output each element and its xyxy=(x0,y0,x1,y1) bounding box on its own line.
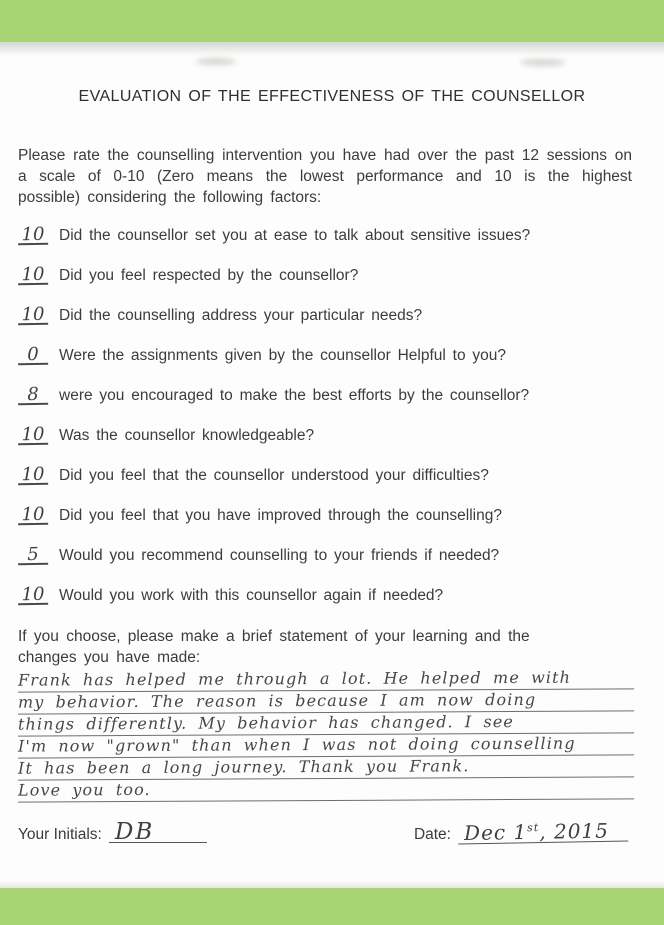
question-row xyxy=(18,583,640,607)
question-row xyxy=(18,463,640,487)
question-text: Did the counsellor set you at ease to talk about sensitive issues? xyxy=(59,227,531,244)
question-text: Was the counsellor knowledgeable? xyxy=(59,427,315,444)
form-paper xyxy=(0,42,664,888)
form-footer xyxy=(18,818,628,844)
question-row xyxy=(18,303,640,327)
scan-smudge xyxy=(520,59,566,66)
question-text: Would you recommend counselling to your friends if needed? xyxy=(59,547,500,564)
initials-label: Your Initials: xyxy=(18,825,102,843)
statement-prompt-line2: changes you have made: xyxy=(18,649,201,666)
statement-line: Frank has helped me through a lot. He helped me with xyxy=(18,667,634,692)
paper-top-shadow xyxy=(0,42,664,56)
question-list xyxy=(18,223,640,607)
statement-prompt xyxy=(18,626,640,668)
question-row xyxy=(18,503,640,527)
question-row xyxy=(18,263,640,287)
rating-instructions: Please rate the counselling intervention you have had over the past 12 sessions on a scale of 0-10 (Zero means the lowest performance and 10 is the highest possible) considering the following factors: xyxy=(18,147,632,206)
statement-line: my behavior. The reason is because I am now doing xyxy=(18,689,634,714)
score-field: 0 xyxy=(18,346,48,366)
handwritten-statement xyxy=(18,669,634,801)
question-text: Were the assignments given by the counsellor Helpful to you? xyxy=(59,347,506,364)
question-row xyxy=(18,383,640,407)
question-text: Did you feel that the counsellor understood your difficulties? xyxy=(59,467,489,484)
form-title: EVALUATION OF THE EFFECTIVENESS OF THE COUNSELLOR xyxy=(78,88,586,105)
score-field: 10 xyxy=(18,506,48,526)
date-field: Dec 1st, 2015 xyxy=(458,817,628,845)
question-text: Did the counselling address your particular needs? xyxy=(59,307,423,324)
score-field: 10 xyxy=(18,266,48,286)
score-field: 10 xyxy=(18,466,48,486)
score-field: 10 xyxy=(18,586,48,606)
score-field: 8 xyxy=(18,386,48,406)
question-text: Did you feel respected by the counsellor? xyxy=(59,267,359,284)
initials-field: DB xyxy=(109,822,207,843)
statement-prompt-line1: If you choose, please make a brief statement of your learning and the xyxy=(18,628,530,645)
statement-line: It has been a long journey. Thank you Frank. xyxy=(18,755,634,780)
paper-bottom-shadow xyxy=(0,880,664,888)
statement-line: I'm now "grown" than when I was not doing counselling xyxy=(18,733,634,758)
question-text: Did you feel that you have improved through the counselling? xyxy=(59,507,502,524)
score-field: 10 xyxy=(18,306,48,326)
score-field: 10 xyxy=(18,426,48,446)
statement-line: Love you too. xyxy=(18,777,634,802)
question-row xyxy=(18,343,640,367)
scan-smudge xyxy=(196,58,236,65)
question-text: were you encouraged to make the best efforts by the counsellor? xyxy=(59,387,530,404)
question-text: Would you work with this counsellor again if needed? xyxy=(59,587,444,604)
score-field: 5 xyxy=(18,546,48,566)
statement-line: things differently. My behavior has changed. I see xyxy=(18,711,634,736)
question-row xyxy=(18,223,640,247)
question-row xyxy=(18,423,640,447)
date-label: Date: xyxy=(413,825,451,843)
question-row xyxy=(18,543,640,567)
score-field: 10 xyxy=(18,226,48,246)
